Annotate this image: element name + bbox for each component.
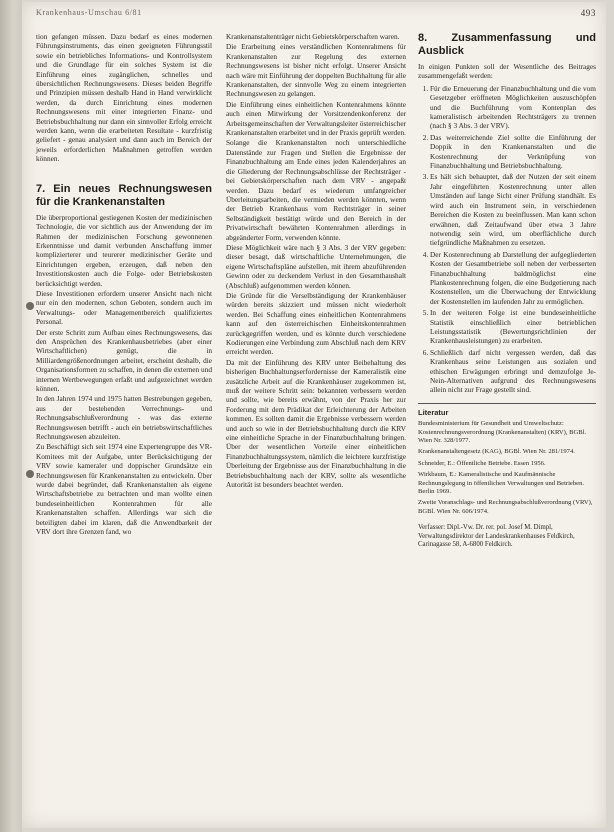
running-header [36, 8, 596, 22]
col2-para7: Da mit der Einführung des KRV unter Beibehaltung des bisherigen Buchhaltungserfordernisse der Kameralistik eine zusätzliche Arbeit auf die Krankenhäuser zugekommen ist, muß der weitere Schritt sein: bekannten verbessern werden und sollte, wie bereits erwähnt, von der Praxis her zur Forderung mit dem Prädikat der Erleichterung der Arbeiten kommen. Es sollten damit die Ergebnisse verbessern werden und auch so wie in der Betriebsbuchhaltung durch die KRV eine einheitliche Sprache in der Finanzbuchhaltung bringen. Über der wesentlichen Vorteile einer einheitlichen Finanzbuchhaltungssystem, nämlich die leichtere kurzfristige Überleitung der Ergebnisse aus der Finanzbuchhaltung in die Betriebsbuchhaltung nach der KRV, sollte als wesentliche Autorität ist besonders beachtet werden. [226, 357, 406, 490]
column-2 [226, 32, 406, 491]
summary-list [418, 84, 596, 395]
col1-para3: Der erste Schritt zum Aufbau eines Rechnungswesens, das den Ansprüchen des Krankenhausbetriebes (aber einer Wirtschaftlichen) genügt, die in Milliardengrößenordnungen arbeitet, erscheint deshalb, die Organisationsformen zu schaffen, in denen die externen und internen Wertbewegungen erfaßt und aufgezeichnet werden können. [36, 327, 212, 393]
literature-divider [418, 403, 596, 404]
binding-hole-mark [26, 302, 34, 310]
col2-para5: Diese Möglichkeit wäre nach § 3 Abs. 3 der VRV gegeben: dieser besagt, daß wirtschaftliche Unternehmungen, die eigene Wirtschaftspläne aufstellen, mit ihrem abzuführenden Gewinn oder zu deckendem Verlust in den Gesamthaushalt (Abschluß) aufgenommen werden können. [226, 242, 406, 290]
col1-para4: In den Jahren 1974 und 1975 hatten Bestrebungen gegeben, aus der bestehenden Verrechnungs- und Rechnungsabschlußverordnung - was das externe Rechnungswesen betrifft - auch ein betriebswirtschaftliches Rechnungswesen abzuleiten. [36, 394, 212, 442]
section-8-heading: 8. Zusammenfassung und Ausblick [418, 32, 596, 57]
col3-intro: In einigen Punkten soll der Wesentliche des Beitrages zusammengefaßt werden: [418, 62, 596, 81]
col1-para2: Diese Investitionen erfordern unserer Ansicht nach nicht nur ein den modernen, schon Geboten, sondern auch im Verwaltungs- oder Managementbereich qualifiziertes Personal. [36, 288, 212, 327]
col2-para3: Die Einführung eines einheitlichen Kontenrahmens könnte auch einen Mitwirkung der Vorsitzendenkonferenz der Arbeitsgemeinschaften der Verwaltungsleiter österreichischer Krankenanstalten erarbeitet und in der Praxis geprüft werden. [226, 99, 406, 138]
page-number: 493 [580, 8, 596, 18]
literature-entry: Bundesministerium für Gesundheit und Umweltschutz: Kostenrechnungsverordnung (Krankenanstalten) (KRV), BGBl. Wien Nr. 328/1977. [418, 420, 587, 445]
author-address: Verfasser: Dipl.-Vw. Dr. rer. pol. Josef M. Dimpl, Verwaltungsdirektor der Landeskrankenhauses Feldkirch, Carinagasse 58, A-6800 Feldkirch. [418, 524, 575, 549]
summary-item: 3. Es hält sich behauptet, daß der Nutzen der seit einem Jahr eingeführten Kostenrechnung unter allen Umständen auf lange Sicht einer Prüfung standhält. Es wird auch ein Instrument sein, in verschiedenen Bereichen die Kosten zu beeinflussen. Man kann schon erwähnen, daß Zeitaufwand über etwa 3 Jahre notwendig sein wird, um oberflächliche durch tiefgründliche Maßnahmen zu ersetzen. [430, 172, 596, 247]
literature-entry: Wirkbaum, E.: Kameralistische und Kaufmännische Rechnungslegung in öffentlichen Verwaltungen und Betrieben. Berlin 1969. [418, 471, 585, 496]
summary-item: 1. Für die Erneuerung der Finanzbuchhaltung und die vom Gesetzgeber eröffneten Möglichkeiten auszuschöpfen und die Buchführung vom Kontenplan des kameralistisch arbeitenden Rechtsträgers zu trennen (nach § 3 Abs. 3 der VRV). [430, 84, 596, 131]
literature-title: Literatur [418, 407, 449, 417]
section-7-heading: 7. Ein neues Rechnungswesen für die Krankenanstalten [36, 182, 212, 208]
summary-item: 6. Schließlich darf nicht vergessen werden, daß das Krankenhaus seine Leistungen aus sozialen und ethischen Erwägungen erbringt und demzufolge Je-Nein-Alternativen aufgrund des Rechnungswesens allein nicht zur Frage gestellt sind. [430, 348, 596, 395]
summary-item: 2. Das weiterreichende Ziel sollte die Einführung der Doppik in den Krankenanstalten und die Kostenrechnung der Verknüpfung von Finanzbuchhaltung und Betriebsbuchhaltung. [430, 133, 596, 171]
literature-entry: Zweite Voranschlags- und Rechnungsabschlußverordnung (VRV), BGBl. Wien Nr. 606/1974. [418, 499, 593, 515]
summary-item: 4. Der Kostenrechnung ab Darstellung der aufgegliederten Kosten der Gesamtbetriebe soll neben der verbesserten Finanzbuchhaltung baldmöglichst eine Plankostenrechnung folgen, die eine Budgetierung nach Kostenstellen, um die Überwachung der Entwicklung der Kostenstellen im laufenden Jahr zu ermöglichen. [430, 250, 596, 306]
col2-para1: Krankenanstaltenträger nicht Gebietskörperschaften waren. [226, 32, 400, 41]
col2-para4: Solange die Krankenanstalten noch unterschiedliche Datenstände zur Fragen und Stellen die Ergebnisse der Finanzbuchhaltung am Ende eines jeden Kalenderjahres an die Gliederung der Rechnungsabschlüsse der Rechtsträger - bei Gebietskörperschaften nach dem VRV - angepaßt werden. Dazu bedarf es wiederum umfangreicher Überleitungsarbeiten, die vermieden werden könnten, wenn der Betrieb Krankenhaus vom Rechtsträger in seiner Selbständigkeit bestätigt würde und den Bereich in der Privatwirtschaft bewährten Kontenrahmen allerdings in abgeänderter Form, verwenden könnte. [226, 138, 406, 242]
summary-item: 5. In der weiteren Folge ist eine bundeseinheitliche Statistik einschließlich einer betrieblichen Leistungsstatistik (Bewertungsrichtlinien der Krankenhausleistungen) zu erarbeiten. [430, 308, 596, 346]
page-binding-edge [0, 0, 22, 832]
column-1 [36, 32, 212, 538]
journal-title: Krankenhaus-Umschau 6/81 [36, 8, 142, 17]
literature-entry: Schneider, E.: Öffentliche Betriebe. Essen 1956. [418, 459, 546, 467]
col2-para2: Die Erarbeitung eines verständlichen Kontenrahmens für Krankenanstalten zur Regelung des externen Rechnungswesens ist bisher nicht erfolgt. Unserer Ansicht nach wäre mit Einführung der doppelten Buchhaltung für alle Krankenanstalten, der sinnvolle Weg zu einem integrierten Rechnungswesen zu gelangen. [226, 42, 406, 99]
col1-intro: tion gefangen müssen. Dazu bedarf es eines modernen Führungsinstruments, das einen geeigneten Führungsstil sowie ein betriebliches Informations- und Kontrollsystem und die Grundlage für ein solches System ist die Einführung eines zugänglichen, schnelles und übersichtlichen Rechnungswesens. Dieses beiden Begriffe und Prinzipien müssen deshalb Hand in Hand verwirklicht werden, da durch Einrichtung eines modernen Rechnungswesens mit einer integrierten Finanz- und Betriebsbuchhaltung nur dann ein sinnvoller Erfolg erreicht werden kann, wenn die erarbeiteten Resultate - kurzfristig geliefert - genau analysiert und dann auch im Bereich der jeweils erforderlichen Maßnahmen getroffen werden können. [36, 32, 212, 164]
col2-para6: Die Gründe für die Verselbständigung der Krankenhäuser würden bereits skizziert und müssen nicht wiederholt werden. Bei Schaffung eines einheitlichen Kontenrahmens kann auf den österreichischen Einheitskontenrahmen zurückgegriffen werden, und es könnte durch verschiedene Kodierungen eine Verbindung zum Abschluß nach dem KRV erreicht werden. [226, 290, 406, 357]
col1-para1: Die überproportional gestiegenen Kosten der medizinischen Technologie, die vor sichtlich aus der Anwendung der im Rahmen der medizinischen Forschung gewonnenen Erkenntnisse und damit verbunden Anschaffung immer komplizierterer und teurerer medizinischer Geräte und Einrichtungen ergeben, erzeugen, daß neben den Investitionskosten auch die Folge- oder Betriebskosten berücksichtigt werden. [36, 212, 212, 288]
scanned-page [22, 2, 606, 828]
col1-para5: Zu Beschäftigt sich seit 1974 eine Expertengruppe des VR-Komitees mit der Aufgabe, unter Berücksichtigung der VRV sowie kameraler und doppischer Grundsätze ein Rechnungswesen für Krankenanstalten zu entwickeln. Über wurde dabei begründet, daß Krankenanstalten als eigene Wirtschaftsbetriebe zu betrachten und man wollte einen bundeseinheitlichen Kontenrahmen für alle Krankenanstalten schaffen. Allerdings war sich die beteiligten dabei im klaren, daß die Anwendbarkeit der VRV dort ihre Grenzen fand, wo [36, 442, 212, 537]
literature-entry: Krankenanstaltengesetz (KAG), BGBl. Wien Nr. 281/1974. [418, 448, 575, 456]
literature-section [418, 408, 596, 516]
column-3 [418, 32, 596, 550]
binding-hole-mark [26, 470, 34, 478]
